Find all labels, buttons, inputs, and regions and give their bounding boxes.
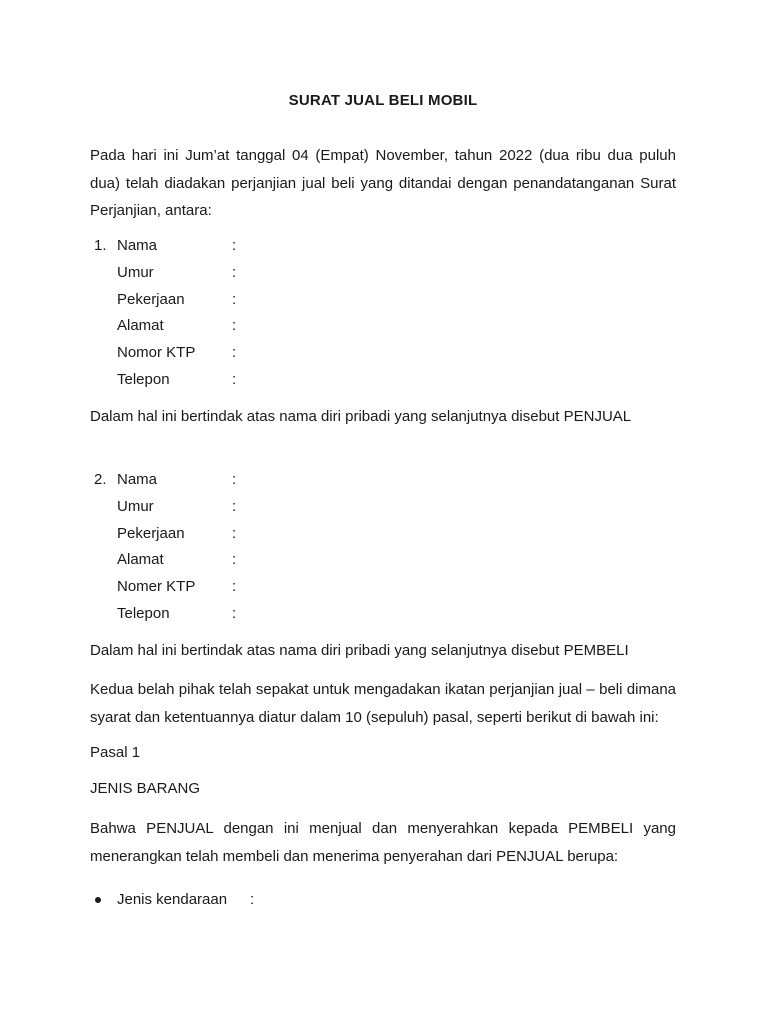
field-label: Alamat bbox=[117, 551, 164, 569]
party2-statement: Dalam hal ini bertindak atas nama diri pribadi yang selanjutnya disebut PEMBELI bbox=[90, 642, 629, 659]
field-colon: : bbox=[232, 290, 237, 308]
field-colon: : bbox=[232, 524, 237, 542]
field-colon: : bbox=[232, 237, 237, 254]
party2-field-telepon bbox=[90, 601, 676, 628]
bullet-icon bbox=[95, 897, 101, 903]
field-label: Pekerjaan bbox=[117, 290, 185, 308]
party2-fields bbox=[90, 467, 676, 628]
field-label: Nomer KTP bbox=[117, 578, 196, 596]
party1-field-nama bbox=[90, 233, 676, 260]
field-colon: : bbox=[232, 497, 237, 515]
field-colon: : bbox=[232, 263, 237, 281]
party2-field-alamat bbox=[90, 547, 676, 574]
field-label: Umur bbox=[117, 263, 154, 281]
party1-fields bbox=[90, 233, 676, 394]
party1-statement: Dalam hal ini bertindak atas nama diri pribadi yang selanjutnya disebut PENJUAL bbox=[90, 408, 632, 425]
pasal1-body: Bahwa PENJUAL dengan ini menjual dan menyerahkan kepada PEMBELI yang menerangkan telah membeli dan menerima penyerahan dari PENJUAL berupa: bbox=[90, 820, 676, 865]
field-colon: : bbox=[232, 370, 237, 388]
party1-field-umur bbox=[90, 260, 676, 287]
intro-paragraph: Pada hari ini Jum’at tanggal 04 (Empat) November, tahun 2022 (dua ribu dua puluh dua) telah diadakan perjanjian jual beli yang ditandai dengan penandatanganan Surat Perjanjian, antara: bbox=[90, 147, 676, 219]
field-colon: : bbox=[232, 317, 237, 335]
field-colon: : bbox=[232, 551, 237, 569]
field-label: Umur bbox=[117, 497, 154, 515]
field-label: Nama bbox=[117, 471, 158, 488]
party2-field-ktp bbox=[90, 574, 676, 601]
bullet-colon: : bbox=[250, 891, 255, 908]
field-colon: : bbox=[232, 344, 237, 362]
field-label: Nomor KTP bbox=[117, 344, 196, 362]
list-item bbox=[90, 889, 676, 911]
field-colon: : bbox=[232, 471, 237, 488]
party2-number: 2. bbox=[94, 471, 107, 488]
party2-field-umur bbox=[90, 494, 676, 521]
field-label: Telepon bbox=[117, 604, 170, 622]
field-colon: : bbox=[232, 604, 237, 622]
party2-field-pekerjaan bbox=[90, 521, 676, 548]
party1-field-alamat bbox=[90, 313, 676, 340]
pasal1-heading: Pasal 1 bbox=[90, 744, 141, 761]
bullet-label: Jenis kendaraan bbox=[117, 891, 228, 908]
party1-field-telepon bbox=[90, 367, 676, 394]
agreement-paragraph: Kedua belah pihak telah sepakat untuk mengadakan ikatan perjanjian jual – beli dimana syarat dan ketentuannya diatur dalam 10 (sepuluh) pasal, seperti berikut di bawah ini: bbox=[90, 681, 676, 726]
field-label: Alamat bbox=[117, 317, 164, 335]
field-colon: : bbox=[232, 578, 237, 596]
pasal1-subheading: JENIS BARANG bbox=[90, 780, 201, 797]
party1-number: 1. bbox=[94, 237, 107, 254]
field-label: Pekerjaan bbox=[117, 524, 185, 542]
document-title: SURAT JUAL BELI MOBIL bbox=[288, 92, 478, 109]
party1-field-ktp bbox=[90, 340, 676, 367]
party2-field-nama bbox=[90, 467, 676, 494]
field-label: Telepon bbox=[117, 370, 170, 388]
party1-field-pekerjaan bbox=[90, 287, 676, 314]
field-label: Nama bbox=[117, 237, 158, 254]
